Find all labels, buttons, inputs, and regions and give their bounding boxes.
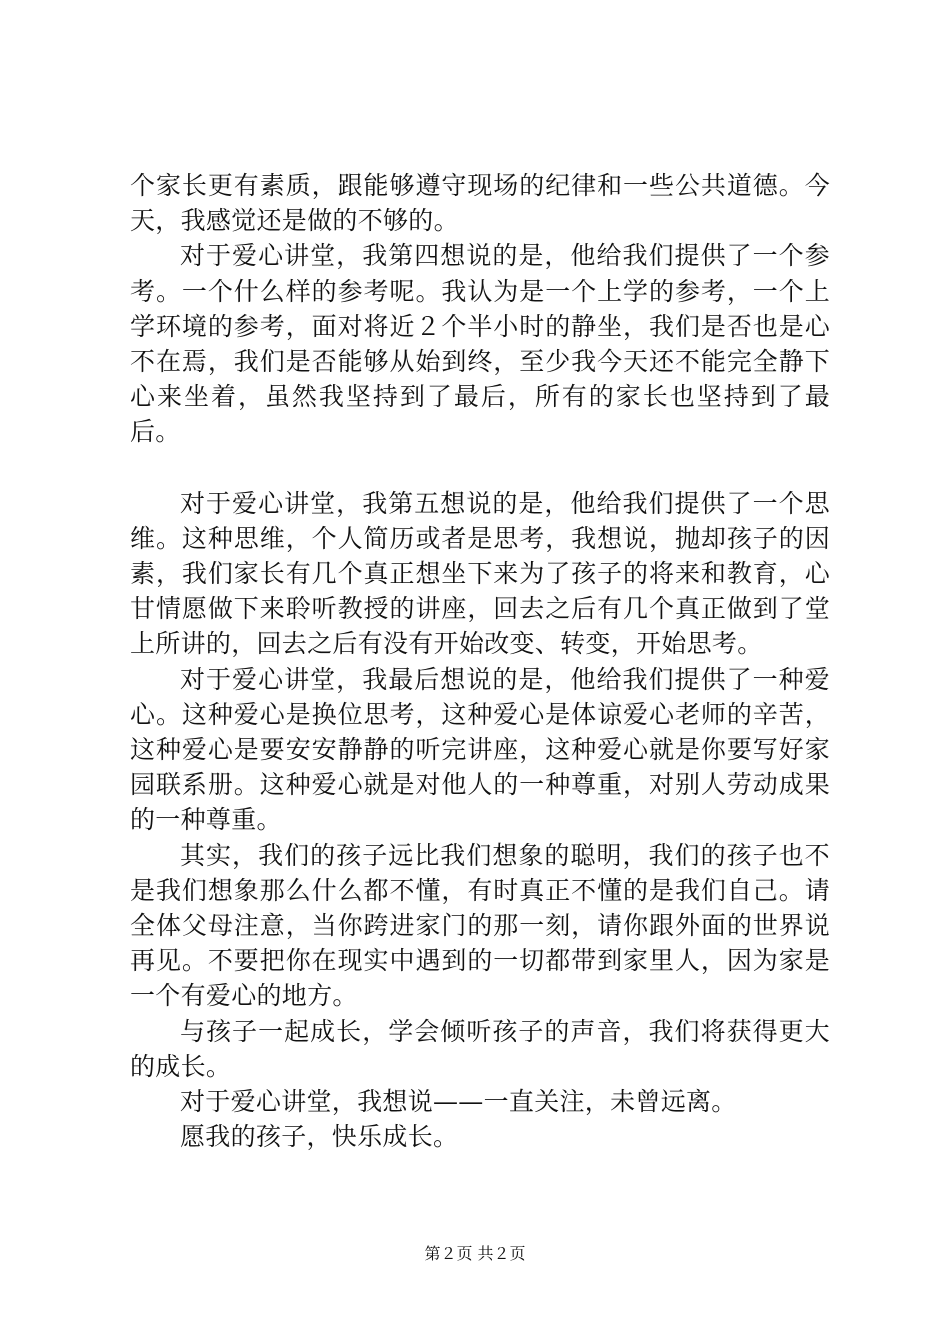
paragraph-children: 其实，我们的孩子远比我们想象的聪明，我们的孩子也不是我们想象那么什么都不懂，有时真正不懂的是我们自己。请全体父母注意，当你跨进家门的那一刻，请你跟外面的世界说再见。不要把你在现实中遇到的一切都带到家里人，因为家是一个有爱心的地方。 bbox=[130, 840, 830, 1011]
paragraph-fourth-point: 对于爱心讲堂，我第四想说的是，他给我们提供了一个参考。一个什么样的参考呢。我认为是一个上学的参考，一个上学环境的参考，面对将近２个半小时的静坐，我们是否也是心不在焉，我们是否能够从始到终，至少我今天还不能完全静下心来坐着，虽然我坚持到了最后，所有的家长也坚持到了最后。 bbox=[130, 241, 830, 447]
paragraph-wish: 愿我的孩子，快乐成长。 bbox=[180, 1122, 459, 1152]
paragraph-continuation: 个家长更有素质，跟能够遵守现场的纪律和一些公共道德。今天，我感觉还是做的不够的。 bbox=[130, 171, 830, 236]
page-number-footer: 第２页 共２页 bbox=[424, 1244, 526, 1263]
document-body bbox=[130, 168, 830, 1154]
paragraph-grow-together: 与孩子一起成长，学会倾听孩子的声音，我们将获得更大的成长。 bbox=[130, 1016, 830, 1081]
paragraph-last-point: 对于爱心讲堂，我最后想说的是，他给我们提供了一种爱心。这种爱心是换位思考，这种爱心是体谅爱心老师的辛苦，这种爱心是要安安静静的听完讲座，这种爱心就是你要写好家园联系册。这种爱心就是对他人的一种尊重，对别人劳动成果的一种尊重。 bbox=[130, 664, 830, 835]
paragraph-closing: 对于爱心讲堂，我想说——一直关注，未曾远离。 bbox=[180, 1087, 737, 1117]
paragraph-fifth-point: 对于爱心讲堂，我第五想说的是，他给我们提供了一个思维。这种思维，个人简历或者是思考，我想说，抛却孩子的因素，我们家长有几个真正想坐下来为了孩子的将来和教育，心甘情愿做下来聆听教授的讲座，回去之后有几个真正做到了堂上所讲的，回去之后有没有开始改变、转变，开始思考。 bbox=[130, 488, 830, 659]
